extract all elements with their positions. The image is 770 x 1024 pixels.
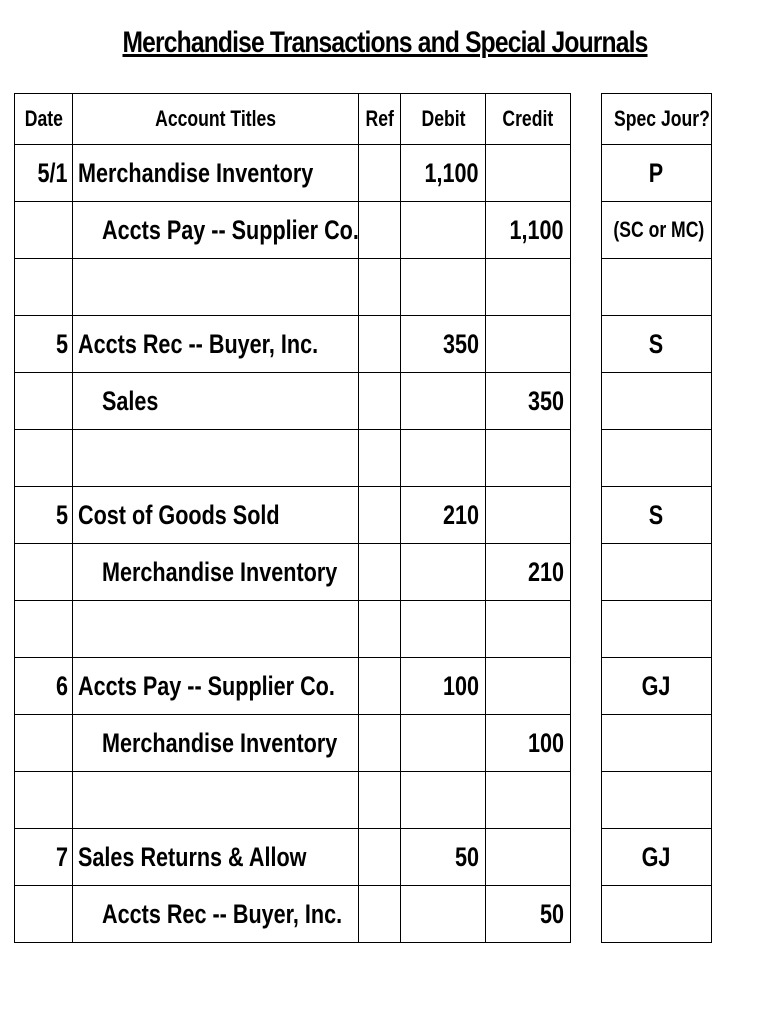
spec-jour-cell	[602, 373, 712, 430]
date-cell	[15, 430, 73, 487]
ref-cell	[359, 430, 401, 487]
spec-row	[602, 715, 712, 772]
journal-header-row	[15, 94, 571, 145]
spec-row	[602, 886, 712, 943]
debit-cell	[401, 886, 486, 943]
date-cell: 6	[15, 658, 73, 715]
debit-cell	[401, 772, 486, 829]
journal-row	[15, 430, 571, 487]
journal-row	[15, 487, 571, 544]
journal-table	[14, 93, 571, 943]
date-cell: 5/1	[15, 145, 73, 202]
spec-row	[602, 829, 712, 886]
credit-cell: 350	[486, 373, 571, 430]
spec-jour-cell: GJ	[602, 829, 712, 886]
debit-cell: 210	[401, 487, 486, 544]
header-ref: Ref	[359, 94, 401, 145]
header-debit: Debit	[401, 94, 486, 145]
debit-cell	[401, 601, 486, 658]
credit-cell: 50	[486, 886, 571, 943]
ref-cell	[359, 601, 401, 658]
credit-cell: 100	[486, 715, 571, 772]
credit-cell: 210	[486, 544, 571, 601]
date-cell	[15, 202, 73, 259]
spec-row	[602, 487, 712, 544]
ref-cell	[359, 829, 401, 886]
journal-row	[15, 202, 571, 259]
ref-cell	[359, 658, 401, 715]
debit-cell	[401, 259, 486, 316]
journal-row	[15, 886, 571, 943]
credit-cell	[486, 430, 571, 487]
spec-jour-cell: P	[602, 145, 712, 202]
journal-row	[15, 829, 571, 886]
journal-row	[15, 316, 571, 373]
spec-jour-cell: S	[602, 487, 712, 544]
spec-row	[602, 316, 712, 373]
account-title-cell	[73, 259, 359, 316]
ref-cell	[359, 487, 401, 544]
date-cell	[15, 772, 73, 829]
spec-jour-cell: GJ	[602, 658, 712, 715]
credit-cell	[486, 772, 571, 829]
spec-row	[602, 772, 712, 829]
spec-jour-cell	[602, 886, 712, 943]
journal-row	[15, 373, 571, 430]
account-title-cell: Merchandise Inventory	[73, 715, 359, 772]
spec-header-row	[602, 94, 712, 145]
date-cell: 5	[15, 487, 73, 544]
spec-row	[602, 202, 712, 259]
debit-cell: 100	[401, 658, 486, 715]
spec-jour-cell	[602, 259, 712, 316]
spec-row	[602, 658, 712, 715]
debit-cell: 350	[401, 316, 486, 373]
spec-row	[602, 145, 712, 202]
account-title-cell: Accts Rec -- Buyer, Inc.	[73, 316, 359, 373]
spec-jour-cell: S	[602, 316, 712, 373]
journal-row	[15, 145, 571, 202]
special-journal-table	[601, 93, 712, 943]
header-date: Date	[15, 94, 73, 145]
header-credit: Credit	[486, 94, 571, 145]
journal-row	[15, 772, 571, 829]
ref-cell	[359, 259, 401, 316]
ref-cell	[359, 316, 401, 373]
account-title-cell: Cost of Goods Sold	[73, 487, 359, 544]
account-title-cell: Accts Pay -- Supplier Co.	[73, 202, 359, 259]
credit-cell	[486, 601, 571, 658]
header-spec-jour: Spec Jour?	[602, 94, 712, 145]
debit-cell	[401, 544, 486, 601]
account-title-cell	[73, 772, 359, 829]
debit-cell	[401, 715, 486, 772]
debit-cell	[401, 430, 486, 487]
spec-jour-cell	[602, 430, 712, 487]
debit-cell: 50	[401, 829, 486, 886]
account-title-cell: Accts Pay -- Supplier Co.	[73, 658, 359, 715]
header-account-titles: Account Titles	[73, 94, 359, 145]
date-cell: 5	[15, 316, 73, 373]
journal-row	[15, 601, 571, 658]
spec-jour-cell	[602, 772, 712, 829]
journal-row	[15, 715, 571, 772]
spec-row	[602, 544, 712, 601]
account-title-cell: Merchandise Inventory	[73, 544, 359, 601]
date-cell	[15, 886, 73, 943]
debit-cell	[401, 373, 486, 430]
date-cell	[15, 373, 73, 430]
spec-jour-cell: (SC or MC)	[602, 202, 712, 259]
account-title-cell	[73, 601, 359, 658]
date-cell	[15, 601, 73, 658]
page-title: Merchandise Transactions and Special Journals	[122, 26, 648, 59]
spec-jour-cell	[602, 544, 712, 601]
spec-row	[602, 601, 712, 658]
account-title-cell: Merchandise Inventory	[73, 145, 359, 202]
credit-cell	[486, 829, 571, 886]
journal-row	[15, 259, 571, 316]
ref-cell	[359, 373, 401, 430]
date-cell: 7	[15, 829, 73, 886]
date-cell	[15, 544, 73, 601]
account-title-cell: Sales	[73, 373, 359, 430]
credit-cell	[486, 487, 571, 544]
account-title-cell	[73, 430, 359, 487]
ref-cell	[359, 772, 401, 829]
credit-cell	[486, 658, 571, 715]
date-cell	[15, 259, 73, 316]
spec-row	[602, 373, 712, 430]
journal-row	[15, 544, 571, 601]
debit-cell	[401, 202, 486, 259]
debit-cell: 1,100	[401, 145, 486, 202]
date-cell	[15, 715, 73, 772]
spec-jour-cell	[602, 601, 712, 658]
credit-cell	[486, 316, 571, 373]
ref-cell	[359, 145, 401, 202]
spec-row	[602, 259, 712, 316]
credit-cell: 1,100	[486, 202, 571, 259]
spec-jour-cell	[602, 715, 712, 772]
credit-cell	[486, 145, 571, 202]
journal-row	[15, 658, 571, 715]
account-title-cell: Accts Rec -- Buyer, Inc.	[73, 886, 359, 943]
spec-row	[602, 430, 712, 487]
account-title-cell: Sales Returns & Allow	[73, 829, 359, 886]
credit-cell	[486, 259, 571, 316]
